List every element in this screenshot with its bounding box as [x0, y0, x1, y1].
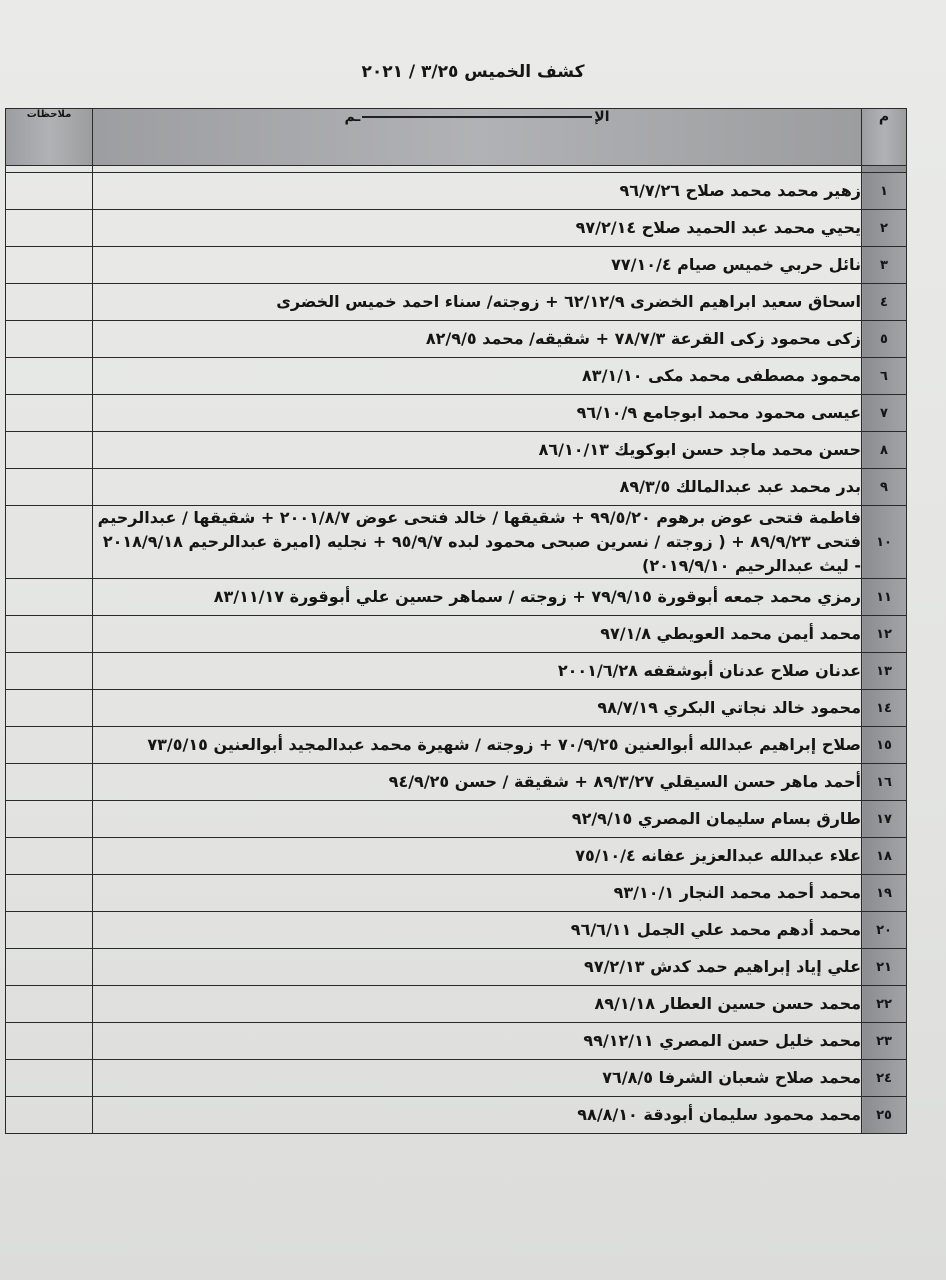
row-notes	[6, 247, 93, 284]
table-row	[6, 469, 907, 506]
table-row	[6, 690, 907, 727]
row-name: محمود خالد نجاتي البكري ٩٨/٧/١٩	[93, 690, 862, 727]
document-title: كشف الخميس ٣/٢٥ / ٢٠٢١	[361, 62, 585, 82]
table-row	[6, 432, 907, 469]
row-name: محمد محمود سليمان أبودقة ٩٨/٨/١٠	[93, 1097, 862, 1134]
table-row	[6, 875, 907, 912]
row-name: أحمد ماهر حسن السيقلي ٨٩/٣/٢٧ + شقيقة / حسن ٩٤/٩/٢٥	[93, 764, 862, 801]
row-number: ١٢	[862, 616, 907, 653]
row-number: ٧	[862, 395, 907, 432]
row-name: نائل حربي خميس صيام ٧٧/١٠/٤	[93, 247, 862, 284]
header-name-start: الإ	[594, 109, 610, 125]
row-notes	[6, 838, 93, 875]
row-notes	[6, 912, 93, 949]
row-name: حسن محمد ماجد حسن ابوكويك ٨٦/١٠/١٣	[93, 432, 862, 469]
row-name: علاء عبدالله عبدالعزيز عفانه ٧٥/١٠/٤	[93, 838, 862, 875]
row-notes	[6, 801, 93, 838]
row-number: ١٨	[862, 838, 907, 875]
row-number: ٢٤	[862, 1060, 907, 1097]
table-row	[6, 616, 907, 653]
row-name: محمد أدهم محمد علي الجمل ٩٦/٦/١١	[93, 912, 862, 949]
table-row	[6, 284, 907, 321]
row-name: صلاح إبراهيم عبدالله أبوالعنين ٧٠/٩/٢٥ + زوجته / شهيرة محمد عبدالمجيد أبوالعنين ٧٣/٥/١٥	[93, 727, 862, 764]
row-number: ٢٣	[862, 1023, 907, 1060]
row-notes	[6, 321, 93, 358]
row-notes	[6, 173, 93, 210]
row-number: ١٥	[862, 727, 907, 764]
row-notes	[6, 432, 93, 469]
row-notes	[6, 579, 93, 616]
row-name: زكى محمود زكى القرعة ٧٨/٧/٣ + شقيقه/ محمد ٨٢/٩/٥	[93, 321, 862, 358]
table-row	[6, 1060, 907, 1097]
row-name: محمد حسن حسين العطار ٨٩/١/١٨	[93, 986, 862, 1023]
table-row	[6, 247, 907, 284]
row-notes	[6, 653, 93, 690]
table-row	[6, 321, 907, 358]
row-number: ١٤	[862, 690, 907, 727]
row-number: ١١	[862, 579, 907, 616]
row-notes	[6, 986, 93, 1023]
header-notes: ملاحظات	[6, 109, 93, 166]
table-row	[6, 986, 907, 1023]
row-name: محمد أيمن محمد العويطي ٩٧/١/٨	[93, 616, 862, 653]
table-row	[6, 506, 907, 579]
row-notes	[6, 727, 93, 764]
table-header-row	[6, 109, 907, 166]
row-number: ٢٥	[862, 1097, 907, 1134]
spacer-row	[6, 166, 907, 173]
row-notes	[6, 506, 93, 579]
table-row	[6, 1097, 907, 1134]
header-name-label	[345, 109, 610, 125]
row-number: ٩	[862, 469, 907, 506]
row-number: ٣	[862, 247, 907, 284]
row-name: محمود مصطفى محمد مكى ٨٣/١/١٠	[93, 358, 862, 395]
row-notes	[6, 210, 93, 247]
row-name: محمد أحمد محمد النجار ٩٣/١٠/١	[93, 875, 862, 912]
header-name-end: ـم	[344, 109, 361, 125]
table-row	[6, 727, 907, 764]
row-number: ٢١	[862, 949, 907, 986]
table-row	[6, 358, 907, 395]
row-name: اسحاق سعيد ابراهيم الخضرى ٦٢/١٢/٩ + زوجته/ سناء احمد خميس الخضرى	[93, 284, 862, 321]
row-name: رمزي محمد جمعه أبوقورة ٧٩/٩/١٥ + زوجته / سماهر حسين علي أبوقورة ٨٣/١١/١٧	[93, 579, 862, 616]
row-name: بدر محمد عبد عبدالمالك ٨٩/٣/٥	[93, 469, 862, 506]
row-notes	[6, 875, 93, 912]
table-body	[6, 166, 907, 1134]
table-row	[6, 838, 907, 875]
row-notes	[6, 1023, 93, 1060]
row-notes	[6, 1060, 93, 1097]
row-notes	[6, 949, 93, 986]
table-row	[6, 949, 907, 986]
table-row	[6, 210, 907, 247]
row-number: ٦	[862, 358, 907, 395]
row-name: يحيي محمد عبد الحميد صلاح ٩٧/٢/١٤	[93, 210, 862, 247]
table-row	[6, 1023, 907, 1060]
header-name	[93, 109, 862, 166]
table-row	[6, 653, 907, 690]
row-number: ١٣	[862, 653, 907, 690]
table-row	[6, 764, 907, 801]
row-number: ١٠	[862, 506, 907, 579]
spacer-cell-num	[862, 166, 907, 173]
table-row	[6, 173, 907, 210]
row-notes	[6, 764, 93, 801]
table-row	[6, 912, 907, 949]
table-row	[6, 801, 907, 838]
row-name: عيسى محمود محمد ابوجامع ٩٦/١٠/٩	[93, 395, 862, 432]
row-name: محمد صلاح شعبان الشرفا ٧٦/٨/٥	[93, 1060, 862, 1097]
header-name-stretch	[362, 116, 592, 118]
spacer-cell-name	[93, 166, 862, 173]
row-notes	[6, 358, 93, 395]
row-number: ١٦	[862, 764, 907, 801]
table-row	[6, 579, 907, 616]
spacer-cell-notes	[6, 166, 93, 173]
row-name: فاطمة فتحى عوض برهوم ٩٩/٥/٢٠ + شقيقها / خالد فتحى عوض ٢٠٠١/٨/٧ + شقيقها / عبدالرحيم فتحى ٨٩/٩/٢٣ + ( زوجته / نسرين صبحى محمود لبده ٩٥/٩/٧ + نجليه (اميرة عبدالرحيم ٢٠١٨/٩/١٨ - ليث عبدالرحيم ٢٠١٩/٩/١٠)	[93, 506, 862, 579]
row-number: ٥	[862, 321, 907, 358]
row-number: ٨	[862, 432, 907, 469]
row-notes	[6, 284, 93, 321]
row-notes	[6, 395, 93, 432]
row-name: محمد خليل حسن المصري ٩٩/١٢/١١	[93, 1023, 862, 1060]
row-number: ١٧	[862, 801, 907, 838]
table-row	[6, 395, 907, 432]
row-number: ٤	[862, 284, 907, 321]
row-number: ١٩	[862, 875, 907, 912]
row-notes	[6, 616, 93, 653]
row-notes	[6, 1097, 93, 1134]
roster-table	[5, 108, 907, 1134]
row-name: عدنان صلاح عدنان أبوشقفه ٢٠٠١/٦/٢٨	[93, 653, 862, 690]
row-name: علي إياد إبراهيم حمد كدش ٩٧/٢/١٣	[93, 949, 862, 986]
row-name: زهير محمد محمد صلاح ٩٦/٧/٢٦	[93, 173, 862, 210]
row-notes	[6, 469, 93, 506]
row-number: ٢٠	[862, 912, 907, 949]
row-number: ١	[862, 173, 907, 210]
row-number: ٢	[862, 210, 907, 247]
row-number: ٢٢	[862, 986, 907, 1023]
header-number: م	[862, 109, 907, 166]
row-notes	[6, 690, 93, 727]
row-name: طارق بسام سليمان المصري ٩٢/٩/١٥	[93, 801, 862, 838]
